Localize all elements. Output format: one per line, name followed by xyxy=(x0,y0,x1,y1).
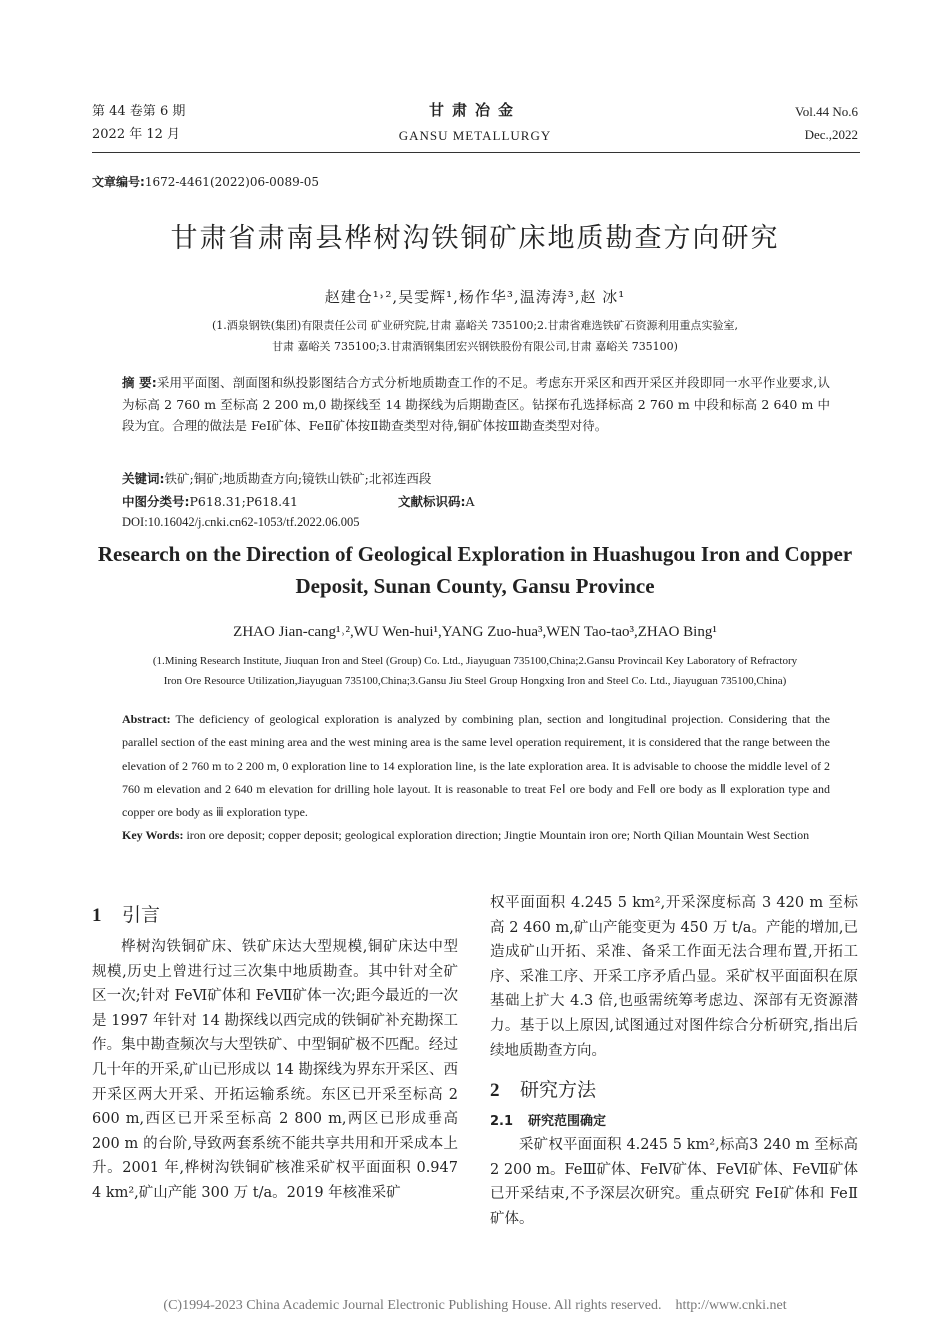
section-2-title: 研究方法 xyxy=(520,1079,597,1102)
article-number-label: 文章编号: xyxy=(92,175,145,189)
affiliation-en xyxy=(90,651,860,691)
footer-url[interactable]: http://www.cnki.net xyxy=(675,1298,787,1313)
volume-en: Vol.44 No.6 xyxy=(795,104,858,119)
affiliation-cn xyxy=(110,315,840,357)
header-rule xyxy=(92,152,860,153)
keywords-en xyxy=(122,824,830,847)
doi[interactable]: DOI:10.16042/j.cnki.cn62-1053/tf.2022.06.005 xyxy=(122,515,360,529)
footer-copyright: (C)1994-2023 China Academic Journal Electronic Publishing House. All rights reserved. xyxy=(163,1298,662,1313)
abstract-en xyxy=(122,708,830,824)
section-1-number: 1 xyxy=(92,905,102,926)
doc-code-label: 文献标识码: xyxy=(398,494,466,509)
section-1-paragraph: 桦树沟铁铜矿床、铁矿床达大型规模,铜矿床达中型规模,历史上曾进行过三次集中地质勘查。其中针对全矿区一次;针对 FeⅥ矿体和 FeⅦ矿体一次;距今最近的一次是 1997 年针对 14 勘探线以西完成的铁铜矿补充勘探工作。集中勘查频次与大型铁矿、中型铜矿极不匹配。经过几十年的开采,矿山已形成以 14 勘探线为界东开采区、西开采区两大开采、开拓运输系统。东区已开采至标高 2 600 m,西区已开采至标高 2 800 m,两区已形成垂高 200 m 的台阶,导致两套系统不能共享共用和开采成本上升。2001 年,桦树沟铁铜矿核准采矿权平面面积 0.947 4 km²,矿山产能 300 万 t/a。2019 年核准采矿 xyxy=(92,939,458,1201)
abstract-cn xyxy=(122,372,830,437)
clc-value: P618.31;P618.41 xyxy=(189,494,299,509)
footer xyxy=(0,1298,950,1314)
abstract-en-text: The deficiency of geological exploration is analyzed by combining plan, section and longitudinal projection. Considering that the parallel section of the east mining area and the west mining area is the same level operation requirement, it is considered that the range between the elevation of 2 760 m to 2 200 m, 0 exploration line to 14 exploration line, is the late exploration area. It is advisable to choose the middle level of 2 760 m elevation and 2 640 m elevation for drilling hole layout. It is reasonable to treat FeⅠ ore body and FeⅡ ore body as Ⅱ exploration type and copper ore body as ⅲ exploration type. xyxy=(122,712,830,820)
section-2-heading xyxy=(490,1075,858,1102)
section-1-heading xyxy=(92,900,458,927)
article-number-value: 1672-4461(2022)06-0089-05 xyxy=(144,175,320,189)
keywords-cn xyxy=(122,469,431,487)
header-right xyxy=(795,100,858,146)
title-en: Research on the Direction of Geological Exploration in Huashugou Iron and Copper Deposit, Sunan County, Gansu Province xyxy=(97,542,853,598)
subsection-2-1-title: 研究范围确定 xyxy=(528,1114,607,1130)
column-left xyxy=(92,900,458,1206)
title-cn: 甘肃省肃南县桦树沟铁铜矿床地质勘查方向研究 xyxy=(170,223,780,254)
subsection-2-1-heading xyxy=(490,1110,858,1129)
clc-label: 中图分类号: xyxy=(122,494,190,509)
affiliation-en-line2: Iron Ore Resource Utilization,Jiayuguan 735100,China;3.Gansu Jiu Steel Group Hongxing Iron and Steel Co. Ltd., Jiayuguan 735100,China) xyxy=(163,675,787,687)
section-1-paragraph-continued: 权平面面积 4.245 5 km²,开采深度标高 3 420 m 至标高 2 460 m,矿山产能变更为 450 万 t/a。产能的增加,已造成矿山开拓、采准、备采工作面无法合理布置,开拓工序、采准工序、开采工序矛盾凸显。采矿权平面面积在原基础上扩大 4.3 倍,也亟需统筹考虑边、深部有无资源潜力。基于以上原因,试图通过对图件综合分析研究,指出后续地质勘查方向。 xyxy=(490,895,858,1059)
abstract-cn-label: 摘 要: xyxy=(122,375,157,390)
journal-name-cn: 甘肃冶金 xyxy=(428,101,521,119)
subsection-2-1-number: 2.1 xyxy=(490,1114,514,1130)
journal-name-en: GANSU METALLURGY xyxy=(398,128,552,143)
affiliation-en-line1: (1.Mining Research Institute, Jiuquan Iron and Steel (Group) Co. Ltd., Jiayuguan 735100,China;2.Gansu Provincail Key Laboratory of Refractory xyxy=(152,655,798,667)
abstract-cn-text: 采用平面图、剖面图和纵投影图结合方式分析地质勘查工作的不足。考虑东开采区和西开采区并段即同一水平作业要求,认为标高 2 760 m 至标高 2 200 m,0 勘探线至 14 勘探线为后期勘查区。钻探布孔选择标高 2 760 m 中段和标高 2 640 m 中段为宜。合理的做法是 FeⅠ矿体、FeⅡ矿体按Ⅱ勘查类型对待,铜矿体按Ⅲ勘查类型对待。 xyxy=(122,375,830,433)
section-2-paragraph: 采矿权平面面积 4.245 5 km²,标高3 240 m 至标高 2 200 m。FeⅢ矿体、FeⅣ矿体、FeⅥ矿体、FeⅦ矿体已开采结束,不予深层次研究。重点研究 FeⅠ矿体和 FeⅡ矿体。 xyxy=(490,1137,858,1227)
column-right xyxy=(490,891,858,1232)
section-2-number: 2 xyxy=(490,1080,500,1102)
section-1-title: 引言 xyxy=(122,904,161,926)
header-left xyxy=(92,100,185,146)
keywords-en-label: Key Words: xyxy=(122,828,184,842)
volume-cn: 第 44 卷第 6 期 xyxy=(92,104,186,119)
keywords-cn-label: 关键词: xyxy=(122,471,165,486)
affiliation-cn-line1: (1.酒泉钢铁(集团)有限责任公司 矿业研究院,甘肃 嘉峪关 735100;2.甘肃省难选铁矿石资源利用重点实验室, xyxy=(211,319,739,332)
authors-cn: 赵建仓¹˒²,吴雯辉¹,杨作华³,温涛涛³,赵 冰¹ xyxy=(324,288,626,306)
authors-en: ZHAO Jian-cang¹˒²,WU Wen-hui¹,YANG Zuo-hua³,WEN Tao-tao³,ZHAO Bing¹ xyxy=(233,624,717,640)
header-center xyxy=(330,100,620,148)
date-cn: 2022 年 12 月 xyxy=(92,127,181,142)
article-number xyxy=(92,173,319,190)
doc-code-value: A xyxy=(465,494,475,509)
keywords-en-text: iron ore deposit; copper deposit; geological exploration direction; Jingtie Mountain iron ore; North Qilian Mountain West Section xyxy=(186,828,810,842)
keywords-cn-text: 铁矿;铜矿;地质勘查方向;镜铁山铁矿;北祁连西段 xyxy=(164,471,432,486)
abstract-en-label: Abstract: xyxy=(122,712,171,726)
affiliation-cn-line2: 甘肃 嘉峪关 735100;3.甘肃酒钢集团宏兴钢铁股份有限公司,甘肃 嘉峪关 735100) xyxy=(272,340,678,353)
classification xyxy=(122,492,475,510)
date-en: Dec.,2022 xyxy=(804,127,858,142)
